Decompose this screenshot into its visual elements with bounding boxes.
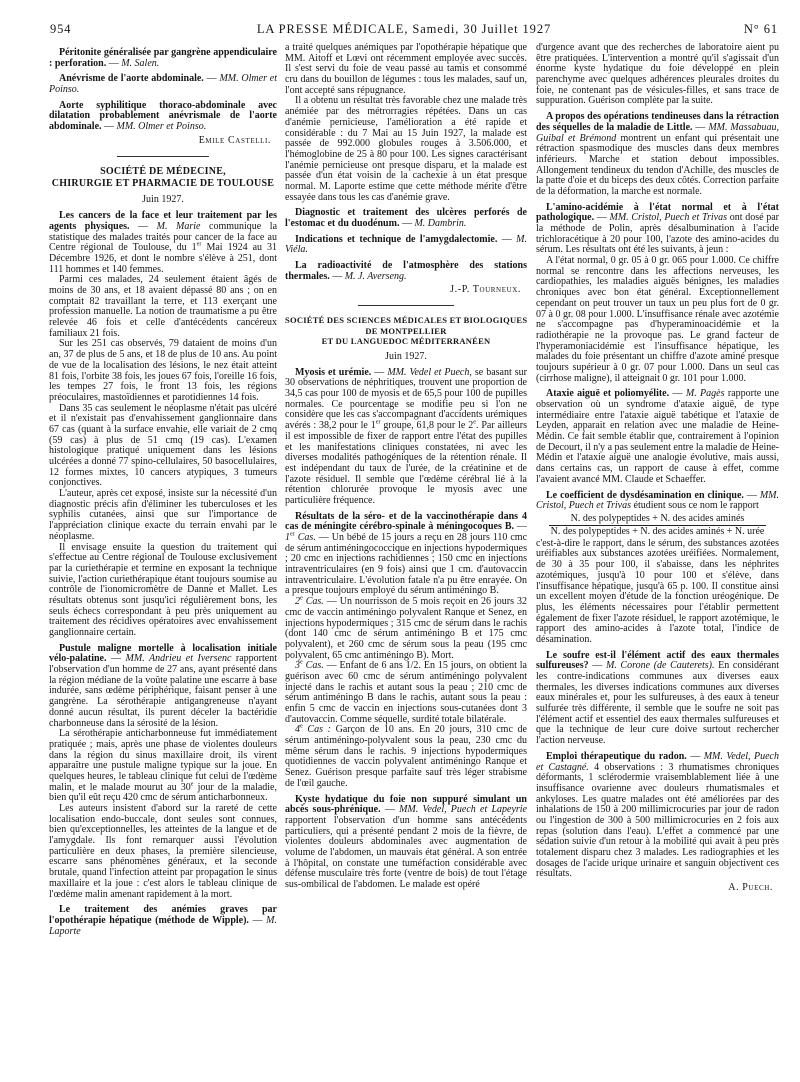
author-name: Cas. <box>302 660 324 672</box>
author-name: 2 <box>295 596 300 608</box>
article-paragraph <box>536 752 779 880</box>
article-paragraph <box>285 208 527 229</box>
article-title: Diagnostic et traitement des ulcères perforés de l'estomac et du duodénum. <box>285 207 527 229</box>
article-paragraph <box>285 235 527 256</box>
article-paragraph <box>536 651 779 747</box>
author-name: Cas : <box>302 724 331 736</box>
body-text: — <box>248 914 267 926</box>
article-paragraph <box>285 594 527 661</box>
article-paragraph <box>49 101 277 133</box>
article-paragraph <box>49 905 277 937</box>
body-text: d'urgence avant que des recherches de laboratoire aient pu être pratiquées. L'intervention a montré qu'il s'agissait d'un énorme kyste hydatique du foie développé en plein parenchyme avec quelques adhérences pleurales droites du foie, ne contenant pas de vésicules-filles, et sans trace de suppuration. Guérison complète par la suite. <box>536 43 779 107</box>
author-name: MM. Cristol, Puech et Trivas <box>609 212 727 224</box>
author-name: 1 <box>285 532 290 543</box>
body-text: — Un bébé de 15 jours a reçu en 28 jours 110 cmc de sérum antiméningococcique en injections hypodermiques ; 20 cmc en injections rachidiennes ; 150 cmc en injections intraventriculaires (en 9 fois) ainsi que 1 cm. d'autovaccin intraventriculaire. L'évolution fatale n'a pu être enrayée. On a presque toujours employé du sérum antiméningo B. <box>285 532 527 597</box>
article-paragraph <box>49 211 277 275</box>
body-text: — <box>399 218 415 229</box>
section-divider <box>358 305 455 306</box>
body-text: Les auteurs insistent d'abord sur la rareté de cette localisation endo-buccale, dont seules sont connues, bien qu'exceptionnelles, les atteintes de la langue et de l'amygdale. Ils font remarquer aussi l'évolution particulière en deux phases, la première silencieuse, escarre sans phénomènes généraux, et la seconde brutale, quand l'infection atteint par propagation le sinus maxillaire et la joue : c'est alors le tableau clinique de l'œdème malin amenant rapidement à la mort. <box>49 803 277 900</box>
article-title: Emploi thérapeutique du radon. <box>546 750 687 762</box>
body-text: se basant sur 30 observations de néphritiques, trouvent une proportion de 34,5 cas pour 100 de myosis et de 65,5 pour 100 de pupilles normales. Ce pourcentage se modifie peu si l'on ne considère que les cas s'accompagnant d'accidents urémiques avérés : 38,2 pour le 1 <box>285 366 527 432</box>
article-paragraph <box>285 725 527 789</box>
society-heading <box>49 166 277 191</box>
article-paragraph <box>49 543 277 639</box>
article-title: L'amino-acidémie à l'état normal et à l'état pathologique. <box>536 201 779 224</box>
society-heading-line: ET DU LANGUEDOC MÉDITERRANÉEN <box>321 336 491 347</box>
superscript: e <box>190 780 194 788</box>
author-name: M. Viéla. <box>285 233 527 256</box>
session-date: Juin 1927. <box>142 194 184 205</box>
body-text: — <box>129 220 157 232</box>
author-name: MM. Andrieu et Iversenc <box>125 653 232 665</box>
body-text: — <box>594 212 610 224</box>
body-text: — <box>497 233 517 245</box>
article-paragraph <box>49 804 277 900</box>
superscript: er <box>375 418 381 426</box>
body-text: — <box>371 366 388 378</box>
signature: Emile Castelli. <box>198 134 271 146</box>
article-title: Anévrisme de l'aorte abdominale. <box>59 73 204 85</box>
body-text: — <box>588 660 606 672</box>
society-heading-line: CHIRURGIE ET PHARMACIE DE TOULOUSE <box>51 178 275 189</box>
body-text: — Enfant de 6 ans 1/2. En 15 jours, on obtient la guérison avec 60 cmc de sérum antiméningo polyvalent injecté dans le rachis et autant sous la peau ; 210 cmc de sérum antiméningo B dans le rachis, autant sous la peau : enfin 5 cmc de vaccin en injections sous-cutanées dont 3 d'autovaccin. Comme séquelle, surdité totale bilatérale. <box>285 660 527 725</box>
article-paragraph <box>285 368 527 507</box>
article-paragraph <box>536 112 779 198</box>
article-title: A propos des opérations tendineuses dans la rétraction des séquelles de la maladie de Little. <box>536 111 779 133</box>
author-name: M. Marie <box>156 220 201 232</box>
body-text: rapportent l'observation d'un homme de 27 ans, ayant présenté dans la région médiane de la voûte palatine une escarre à base indurée, sans œdème périphérique, faisant penser à une gangrène. La sérothérapie antigangreneuse n'ayant donné aucun résultat, ils purent déceler la bactéridie charbonneuse dans la sérosité de la lésion. <box>49 653 277 729</box>
article-paragraph <box>536 491 779 512</box>
superscript: er <box>196 240 202 248</box>
author-name: M. Dambrin. <box>414 218 467 229</box>
author-name: M. J. Averseng. <box>344 270 407 282</box>
article-paragraph <box>536 539 779 646</box>
body-text: Sur les 251 cas observés, 79 dataient de moins d'un an, 37 de plus de 5 ans, et 18 de plus de 10 ans. Au point de vue de la localisation des lésions, le nez était atteint 81 fois, l'orbite 38 fois, les joues 67 fois, l'oreille 16 fois, les tempes 27 fois, le front 13 fois, les régions préoculaires, mastoïdiennes et parotidiennes 14 fois. <box>49 338 277 403</box>
article-title: Myosis et urémie. <box>295 366 372 378</box>
session-date: Juin 1927. <box>385 350 427 362</box>
ratio-formula <box>536 514 779 537</box>
body-text: — <box>329 270 345 282</box>
superscript: e <box>300 594 303 602</box>
author-name: 3 <box>295 660 300 672</box>
body-text: rapportent l'observation d'un homme sans antécédents particuliers, qui a présenté pendant 2 mois de la fièvre, de violentes douleurs abdominales avec augmentation de volume de l'abdomen, un mauvais état général. A son entrée à l'hôpital, on constate une tuméfaction considérable avec défense musculaire très forte (ventre de bois) de tout l'étage sus-ombilical de l'abdomen. Le malade est opéré <box>285 814 527 890</box>
journal-title: LA PRESSE MÉDICALE, Samedi, 30 Juillet 1927 <box>256 22 552 36</box>
signature: J.-P. Tourneux. <box>450 284 521 296</box>
body-text: — <box>101 121 117 133</box>
body-text: étudient sous ce nom le rapport <box>631 500 759 512</box>
section-divider <box>117 156 208 157</box>
article-paragraph <box>536 389 779 485</box>
article-paragraph <box>49 339 277 403</box>
body-text: En considérant les contre-indications communes aux diverses eaux thermales, les diverses indications communes aux diverses eaux minérales et, pour les sulfureuses, à des eaux à teneur sulfurée très différente, il semble que le soufre ne soit pas l'élément actif et essentiel des eaux thermales sulfureuses et que la technique de leur cure doive surtout rechercher l'action nerveuse. <box>536 660 779 747</box>
body-text: jour de la maladie, bien qu'il eût reçu 420 cmc de sérum anticharbonneux. <box>49 781 277 804</box>
formula-denominator: N. des polypeptides + N. des acides aminés + N. urée <box>550 525 765 537</box>
author-name: Cas. <box>302 596 324 608</box>
formula-numerator: N. des polypeptides + N. des acides aminés <box>570 512 745 524</box>
article-title: Indications et technique de l'amygdalectomie. <box>295 233 498 245</box>
body-text: — <box>203 73 220 85</box>
body-text: c'est-à-dire le rapport, dans le sérum, des substances azotées uréifiables aux substances azotées uréifiées. Normalement, de 30 à 35 pour 100, il s'abaisse, dans les néphrites azotémiques, jusqu'à 10 pour 100 et s'élève, dans l'insuffisance hépatique, jusqu'à 65 p. 100. Il constitue ainsi un excellent moyen d'étude de la fonction uréogénique. De plus, les éléments nécessaires pour l'établir permettent également de fixer l'azote résiduel, le rapport azotémique, le rapport des amino-acides à l'azote total, l'indice de désamination. <box>536 537 779 645</box>
article-paragraph <box>49 644 277 730</box>
article-title: Kyste hydatique du foie non suppuré simulant un abcès sous-phrénique. <box>285 793 527 816</box>
body-text: . Par ailleurs il est impossible de fixer de rapport entre l'état des pupilles et les manifestations cliniques constatées, ni avec les diverses modalités pathogéniques de la rétention rénale. Il est indépendant du taux de l'urée, de la créatinine et de l'azote résiduel. Il semble que l'œdème cérébral lié à la rétention chlorurée provoque le myosis avec une particulière fréquence. <box>285 420 527 506</box>
running-header <box>50 21 778 37</box>
body-text: Il envisage ensuite la question du traitement qui s'effectue au Centre régional de Toulouse exclusivement par la curiethérapie et termine en exposant la technique suivie, l'action curiethérapique étant toujours soumise au contrôle de l'ionomicromètre de Danne et Mallet. Les résultats obtenus sont jusqu'ici régulièrement bons, les seuls échecs correspondant à peu près uniquement au traitement des récidives opératoires avec envahissement ganglionnaire certain. <box>49 541 277 638</box>
column-1 <box>49 43 277 1077</box>
article-title: Le coefficient de dysdésamination en clinique. <box>546 489 744 501</box>
article-paragraph <box>285 658 527 725</box>
body-text: — <box>692 121 709 133</box>
article-paragraph <box>49 729 277 804</box>
article-title: Aorte syphilitique thoraco-abdominale avec dilatation probablement anévrismale de l'aorte abdominale. <box>49 99 277 133</box>
body-text: groupe, 61,8 pour le 2 <box>380 420 474 432</box>
society-heading-line: SOCIÉTÉ DES SCIENCES MÉDICALES ET BIOLOGIQUES <box>285 315 527 326</box>
society-heading-line: SOCIÉTÉ DE MÉDECINE, <box>100 165 226 177</box>
body-text: Dans 35 cas seulement le néoplasme n'était pas ulcéré et il n'existait pas d'envahissement ganglionnaire dans 67 cas (quant à la surface envahie, elle variait de 2 cmq (59 cas) à plus de 51 cmq (19 cas). L'examen histologique pratiqué uniquement dans les lésions ulcérées a donné 77 spino-cellulaires, 50 basocellulaires, 12 formes mixtes, 10 cancers atypiques, 3 tumeurs conjonctives. <box>49 402 277 489</box>
body-text: — <box>514 521 527 533</box>
society-heading <box>285 315 527 347</box>
author-name: M. Pagès <box>685 388 725 400</box>
column-2 <box>285 43 527 1077</box>
article-paragraph <box>536 43 779 107</box>
body-text: — Un nourrisson de 5 mois reçoit en 26 jours 32 cmc de vaccin antiméningo polyvalent Ranque et Senez, en injections hypodermiques ; 315 cmc de sérum dans le rachis (dont 140 cmc de sérum antiméningo B et 175 cmc polyvalent), et 260 cmc de sérum sous la peau (195 cmc polyvalent, 65 cmc antiméningo B). Mort. <box>285 596 527 661</box>
article-title: Le soufre est-il l'élément actif des eaux thermales sulfureuses? <box>536 649 779 672</box>
body-text: montrent un enfant qui présentait une rétraction spasmodique des muscles dans deux membres inférieurs. Marche et station debout impossibles. Allongement tendineux du tendon d'Achille, des muscles de la patte d'oie et du biceps des deux côtés. Correction parfaite de la déformation, la marche est normale. <box>536 132 779 197</box>
superscript: er <box>290 530 295 538</box>
article-title: Les cancers de la face et leur traitement par les agents physiques. <box>49 210 277 232</box>
article-paragraph <box>285 261 527 282</box>
author-name: MM. Massabuau, Guibal et Brémond <box>536 121 779 144</box>
issue-number: N° 61 <box>743 22 778 36</box>
article-paragraph <box>49 74 277 95</box>
body-text: Garçon de 10 ans. En 20 jours, 310 cmc de sérum antiméningo-polyvalent sous la peau, 230 cmc du même sérum dans le rachis. 9 injections hypodermiques quotidiennes de vaccin polyvalent antiméningo Ranque et Senez. Guérison presque parfaite sauf très léger strabisme de l'œil gauche. <box>285 724 527 789</box>
article-paragraph <box>536 256 779 384</box>
article-paragraph <box>285 96 527 203</box>
body-text: A l'état normal, 0 gr. 05 à 0 gr. 065 pour 1.000. Ce chiffre normal se rencontre dans les affections nerveuses, les cardiopathies, les maladies aiguës bénignes, les maladies chroniques avec bon état général. Exceptionnellement cependant on peut trouver un taux un peu plus fort de 0 gr. 07 à 0 gr. 08 pour 1.000. L'insuffisance rénale avec azotémie ne s'accompagne pas d'hyperaminoacidémie et la radiothérapie ne la provoque pas. Le grand facteur de l'hyperamoniacidémie est l'insuffisance hépatique, les malades du foie présentant un chiffre d'azote aminé presque toujours supérieur à 0 gr. 07 pour 1.000. Dans un seul cas (cirrhose maligne), il atteignait 0 gr. 101 pour 1.000. <box>536 255 779 384</box>
author-name: MM. Olmer et Poinso. <box>116 121 207 133</box>
body-text: — <box>686 750 704 762</box>
author-name: MM. Vedel, Puech et Lapeyrie <box>399 804 527 816</box>
body-text: ont dosé par la méthode de Polin, après désalbumination à l'acide trichloracétique à 20 pour 100, l'azote des amino-acides du sérum. Les résultats ont été les suivants, à jeun : <box>536 212 779 256</box>
article-paragraph <box>49 48 277 69</box>
body-text: — <box>380 804 400 816</box>
society-heading-line: DE MONTPELLIER <box>365 325 447 336</box>
superscript: e <box>300 723 303 731</box>
body-text: — <box>106 57 122 69</box>
author-name: M. Laporte <box>49 914 277 937</box>
body-text: 4 observations : 3 rhumatismes chroniques déformants, 1 sclérodermie vraisemblablement liée à une insuffisance ovarienne avec douleurs rhumatismales et ankyloses. Les quatre malades ont été améliorées par des inhalations de 150 à 200 millimicrocuries par jour de radon ou l'ingestion de 300 à 500 millimicrocuries en 2 fois aux repas (solution dans l'eau). L'effet a commencé par une sédation suivie d'un retour à la mobilité qui avait à peu près totalement disparu chez 3 malades. Les radiographies et les dosages de l'acide urique urinaire et sanguin objectivent ces résultats. <box>536 761 779 880</box>
body-text: communique la statistique des malades traités pour cancer de la face au Centre régional de Toulouse, du 1 <box>49 220 277 254</box>
page-number: 954 <box>50 22 72 36</box>
body-text: La sérothérapie anticharbonneuse fut immédiatement pratiquée ; mais, après une phase de violentes douleurs dans la région du sinus maxillaire droit, ils virent apparaître une pustule maligne typique sur la joue. En quelques heures, le tableau clinique fut celui de l'œdème malin, et le malade mourut au 30 <box>49 728 277 793</box>
article-title: Le traitement des anémies graves par l'opothérapie hépatique (méthode de Wipple). <box>49 904 277 926</box>
author-name: 4 <box>295 724 300 736</box>
article-paragraph <box>285 512 527 598</box>
signature: A. Puech. <box>728 882 773 894</box>
article-paragraph <box>536 203 779 256</box>
author-name: MM. Vedel et Puech, <box>387 366 472 378</box>
author-name: MM. Olmer et Poinso. <box>49 73 277 96</box>
body-text: Il a obtenu un résultat très favorable chez une malade très anémiée par des métrorragies répétées. Dans un cas d'anémie pernicieuse, l'amélioration a été rapide et considérable : du 7 Mai au 15 Juin 1927, la malade est passée de 992.000 globules rouges à 3.506.000, et l'hémoglobine de 25 à 80 pour 100. Les signes caractérisant l'anémie pernicieuse ont presque disparu, et la malade est passée d'un état voisin de la cachexie à un état presque normal. M. Laporte estime que cette méthode mérite d'être essayée dans tous les cas d'anémie grave. <box>285 95 527 203</box>
article-title: Résultats de la séro- et de la vaccinothérapie dans 4 cas de méningite cérébro-spinale à méningocoques B. <box>285 510 527 533</box>
article-title: Péritonite généralisée par gangrène appendiculaire : perforation. <box>49 47 277 69</box>
body-text: Parmi ces malades, 24 seulement étaient âgés de moins de 30 ans, et 18 avaient dépassé 80 ans ; on en comptait 82 travaillant la terre, et 113 exerçant une profession manuelle. La notion de traumatisme a pu être relevée 46 fois et celle d'antécédents cancéreux familiaux 21 fois. <box>49 274 277 339</box>
fraction <box>549 514 767 537</box>
body-text: — <box>743 489 760 501</box>
author-name: Cas. <box>294 532 316 543</box>
body-text: a traité quelques anémiques par l'opothérapie hépatique que MM. Aitoff et Lœvi ont récemment employée avec succès. Il s'est servi du foie de veau passé au tamis et consommé cru dans du bouillon de légumes : tous les malades, sauf un, l'ont accepté sans répugnance. <box>285 43 527 96</box>
article-paragraph <box>285 795 527 891</box>
article-title: Ataxie aiguë et poliomyélite. <box>546 388 670 400</box>
article-paragraph <box>49 489 277 542</box>
body-text: — <box>669 388 686 400</box>
author-name: MM. Vedel, Puech et Castagné. <box>536 750 779 773</box>
superscript: e <box>473 418 476 426</box>
article-paragraph <box>285 43 527 96</box>
body-text: rapporte une observation où un syndrome d'ataxie aiguë, de type intermédiaire entre l'ataxie aiguë tabétique et l'ataxie de Leyden, apparait en relation avec une maladie de Heine-Médin. Ce fait semble établir que, contrairement à l'opinion de Decourt, il n'y a pas seulement entre la maladie de Heine-Médin et l'ataxie aiguë une analogie évolutive, mais aussi, dans certains cas, un rapport de cause à effet, comme l'avaient avancé MM. Claude et Schaeffer. <box>536 388 779 485</box>
body-text: L'auteur, après cet exposé, insiste sur la nécessité d'un diagnostic précis afin d'éliminer les tuberculoses et les syphilis cutanées, ainsi que sur l'importance de l'appréciation clinique exacte du terrain envahi par le néoplasme. <box>49 488 277 542</box>
author-name: M. Salen. <box>121 57 160 69</box>
body-text: — <box>106 653 126 665</box>
article-title: La radioactivité de l'atmosphère des stations thermales. <box>285 260 527 282</box>
body-text: Mai 1924 au 31 Décembre 1926, et dont le nombre s'élève à 251, dont 111 hommes et 140 femmes. <box>49 242 277 275</box>
superscript: e <box>300 658 303 666</box>
author-name: MM. Cristol, Puech et Trivas <box>536 489 779 512</box>
author-name: M. Corone (de Cauterets). <box>605 660 715 672</box>
article-paragraph <box>49 404 277 490</box>
article-paragraph <box>49 275 277 339</box>
article-title: Pustule maligne mortelle à localisation initiale vélo-palatine. <box>49 642 277 665</box>
column-3 <box>536 43 779 1077</box>
